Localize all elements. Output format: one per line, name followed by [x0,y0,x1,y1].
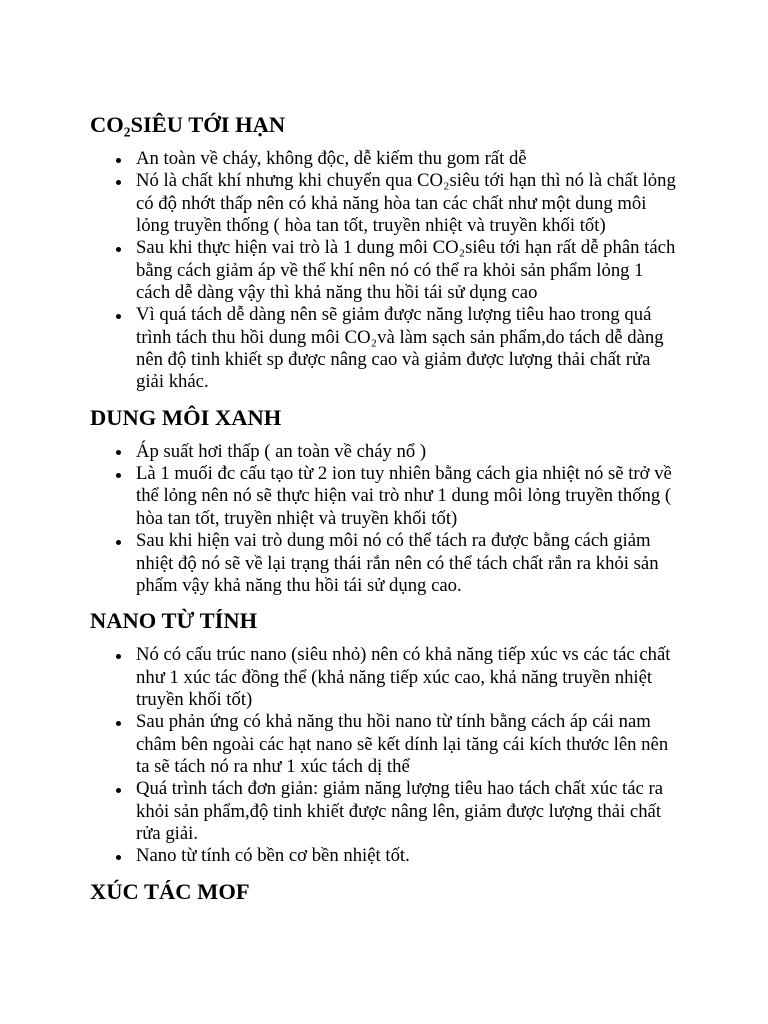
list-item [136,237,710,304]
bullet-icon [116,247,121,252]
list-item [136,711,710,778]
item-text-line: Vì quá tách dễ dàng nên sẽ giảm được năng lượng tiêu hao trong quá [136,304,652,326]
bullet-list [90,148,710,394]
item-text-line: lỏng truyền thống ( hòa tan tốt, truyền nhiệt và truyền khối tốt) [136,215,606,237]
item-text-line: cách dễ dàng vậy thì khả năng thu hồi tái sử dụng cao [136,282,538,304]
list-item [136,530,710,597]
section-heading-xuc-tac-mof: XÚC TÁC MOF [90,878,250,904]
list-item [136,463,710,530]
item-text-line: rửa giải. [136,822,199,844]
item-text-line: Nó là chất khí nhưng khi chuyển qua CO₂siêu tới hạn thì nó là chất lỏng [136,170,676,192]
list-item [136,304,710,393]
bullet-icon [116,540,121,545]
list-item [136,644,710,711]
item-text-line: Là 1 muối đc cấu tạo từ 2 ion tuy nhiên bằng cách gia nhiệt nó sẽ trở về [136,463,672,485]
item-text-line: có độ nhớt thấp nên có khả năng hòa tan các chất như một dung môi [136,192,647,214]
item-text-line: nên độ tinh khiết sp được nâng cao và giảm được lượng thải chất rửa [136,349,651,371]
section-heading-co2-sieu-toi-han: CO₂SIÊU TỚI HẠN [90,112,286,137]
bullet-icon [116,855,121,860]
bullet-list [90,644,710,867]
list-item [136,845,710,867]
item-text-line: ta sẽ tách nó ra như 1 xúc tách dị thể [136,755,410,777]
item-text-line: Áp suất hơi thấp ( an toàn về cháy nổ ) [136,440,427,462]
bullet-icon [116,158,121,163]
bullet-list [90,441,710,597]
item-text-line: Sau khi thực hiện vai trò là 1 dung môi CO₂siêu tới hạn rất dễ phân tách [136,237,676,259]
bullet-icon [116,721,121,726]
item-text-line: giải khác. [136,371,209,393]
item-text-line: hòa tan tốt, truyền nhiệt và truyền khối tốt) [136,507,458,529]
document-body [90,112,710,905]
item-text-line: Nano từ tính có bền cơ bền nhiệt tốt. [136,845,410,867]
bullet-icon [116,314,121,319]
item-text-line: như 1 xúc tác đồng thể (khả năng tiếp xúc cao, khả năng truyền nhiệt [136,666,653,688]
bullet-icon [116,473,121,478]
list-item [136,148,710,170]
bullet-icon [116,654,121,659]
bullet-icon [116,180,121,185]
list-item [136,778,710,845]
section-heading-nano-tu-tinh: NANO TỪ TÍNH [90,608,258,634]
item-text-line: bằng cách giảm áp về thể khí nên nó có thể ra khỏi sản phẩm lỏng 1 [136,259,644,281]
item-text-line: An toàn về cháy, không độc, dễ kiếm thu gom rất dễ [136,148,527,169]
item-text-line: khỏi sản phẩm,độ tinh khiết được nâng lên, giảm được lượng thải chất [136,800,662,822]
item-text-line: Nó có cấu trúc nano (siêu nhỏ) nên có khả năng tiếp xúc vs các tác chất [136,644,671,666]
item-text-line: phẩm vậy khả năng thu hồi tái sử dụng cao. [136,574,462,596]
item-text-line: Quá trình tách đơn giản: giảm năng lượng tiêu hao tách chất xúc tác ra [136,778,664,800]
bullet-icon [116,450,121,455]
item-text-line: nhiệt độ nó sẽ về lại trạng thái rắn nên có thể tách chất rắn ra khỏi sản [136,552,659,574]
list-item [136,441,710,463]
item-text-line: truyền khối tốt) [136,688,253,710]
item-text-line: Sau khi hiện vai trò dung môi nó có thể tách ra được bằng cách giảm [136,530,651,552]
section-heading-dung-moi-xanh: DUNG MÔI XANH [90,404,282,430]
item-text-line: thể lỏng nên nó sẽ thực hiện vai trò như 1 dung môi lỏng truyền thống ( [136,485,672,507]
item-text-line: trình tách thu hồi dung môi CO₂và làm sạch sản phẩm,do tách dễ dàng [136,326,664,348]
item-text-line: Sau phản ứng có khả năng thu hồi nano từ tính bằng cách áp cái nam [136,711,651,733]
list-item [136,170,710,237]
bullet-icon [116,788,121,793]
item-text-line: châm bên ngoài các hạt nano sẽ kết dính lại tăng cái kích thước lên nên [136,733,669,755]
